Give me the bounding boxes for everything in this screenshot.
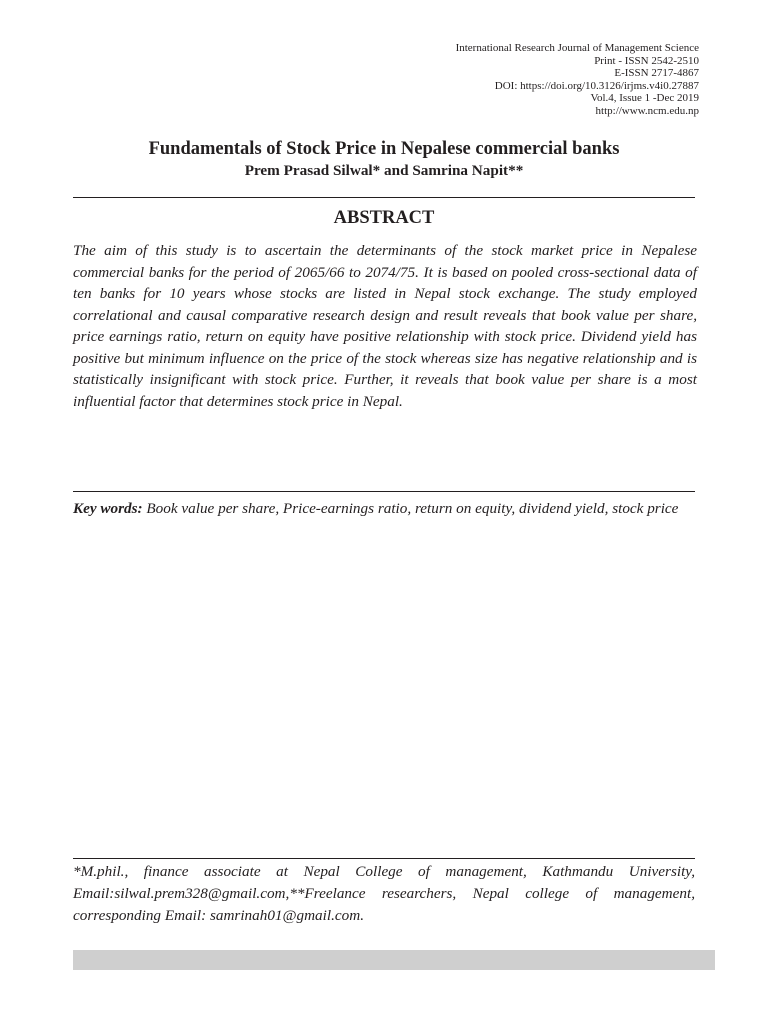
footnote-divider [73,858,695,859]
abstract-heading: ABSTRACT [333,208,435,228]
keywords-divider [73,491,695,492]
title-divider [73,197,695,198]
e-issn: E-ISSN 2717-4867 [614,67,699,80]
keywords-section [73,498,695,520]
print-issn: Print - ISSN 2542-2510 [594,54,699,67]
journal-header [456,42,699,118]
paper-title: Fundamentals of Stock Price in Nepalese commercial banks [148,139,620,159]
footer-bar [73,950,715,970]
journal-name: International Research Journal of Management Science [455,42,699,54]
keywords-label: Key words: [73,500,143,517]
abstract-text: The aim of this study is to ascertain the determinants of the stock market price in Nepalese commercial banks for the period of 2065/66 to 2074/75. It is based on pooled cross-sectional data of ten banks for 10 years whose stocks are listed in Nepal stock exchange. The study employed correlational and causal comparative research design and result reveals that book value per share, price earnings ratio, return on equity have positive relationship with stock price. Dividend yield has positive but minimum influence on the price of the stock whereas size has negative relationship and is statistically insignificant with stock price. Further, it reveals that book value per share is a most influential factor that determines stock price in Nepal. [73,242,697,410]
keywords-text: Book value per share, Price-earnings ratio, return on equity, dividend yield, stock price [146,500,679,517]
paper-authors: Prem Prasad Silwal* and Samrina Napit** [244,162,524,179]
volume-issue: Vol.4, Issue 1 -Dec 2019 [590,92,699,105]
author-footnote: *M.phil., finance associate at Nepal College of management, Kathmandu University, Email:silwal.prem328@gmail.com,**Freelance researchers, Nepal college of management, corresponding Email: samrinah01@gmail.com. [73,863,695,924]
journal-url[interactable]: http://www.ncm.edu.np [595,104,699,117]
doi-link[interactable]: DOI: https://doi.org/10.3126/irjms.v4i0.27887 [494,79,699,92]
